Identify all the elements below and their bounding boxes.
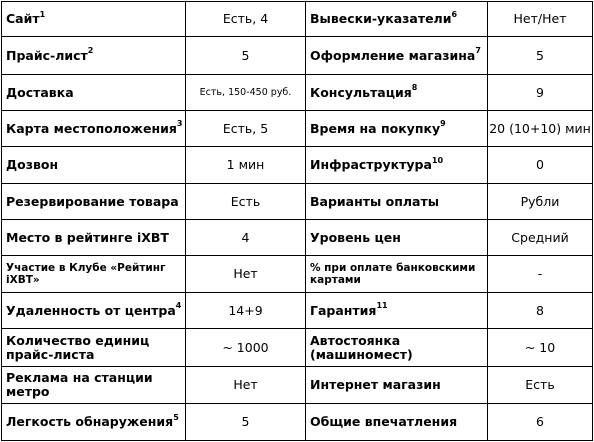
criterion-label: Общие впечатления	[306, 404, 488, 441]
criterion-label: Сайт$^1$	[2, 2, 186, 37]
criterion-value: 14+9	[186, 293, 306, 329]
table-row	[2, 2, 593, 37]
table-row	[2, 75, 593, 111]
criterion-label: Гарантия$^{11}$	[306, 293, 488, 329]
criterion-label: Автостоянка (машиномест)	[306, 329, 488, 367]
footnote-mark: 3	[176, 119, 183, 129]
criterion-value: Есть, 5	[186, 111, 306, 147]
criterion-value: Есть, 150-450 руб.	[186, 75, 306, 111]
criterion-label: Варианты оплаты	[306, 184, 488, 220]
criterion-label: Участие в Клубе «Рейтинг iXBT»	[2, 256, 186, 293]
criterion-value: ~ 1000	[186, 329, 306, 367]
criterion-label: Доставка	[2, 75, 186, 111]
footnote-mark: 4	[175, 301, 182, 311]
criterion-label: Консультация$^8$	[306, 75, 488, 111]
table-row	[2, 329, 593, 367]
footnote-mark: 8	[411, 83, 418, 93]
criterion-value: 5	[488, 37, 593, 75]
table-row	[2, 37, 593, 75]
criterion-value: Рубли	[488, 184, 593, 220]
table-row	[2, 293, 593, 329]
criterion-label: Вывески-указатели$^6$	[306, 2, 488, 37]
criterion-label: Интернет магазин	[306, 367, 488, 404]
criterion-label: Легкость обнаружения$^5$	[2, 404, 186, 441]
footnote-mark: 7	[475, 46, 481, 56]
criterion-label: Время на покупку$^9$	[306, 111, 488, 147]
criterion-value: 20 (10+10) мин	[488, 111, 593, 147]
table-row	[2, 184, 593, 220]
criterion-value: 4	[186, 220, 306, 256]
criterion-label: Инфраструктура$^{10}$	[306, 147, 488, 184]
criterion-value: 1 мин	[186, 147, 306, 184]
criterion-value: ~ 10	[488, 329, 593, 367]
footnote-mark: 1	[39, 9, 46, 19]
footnote-mark: 10	[431, 155, 444, 165]
table-row	[2, 111, 593, 147]
criterion-value: 0	[488, 147, 593, 184]
criterion-label: Место в рейтинге iXBT	[2, 220, 186, 256]
table-row	[2, 404, 593, 441]
criterion-label: Карта местоположения$^3$	[2, 111, 186, 147]
criterion-value: 5	[186, 37, 306, 75]
criterion-value: 5	[186, 404, 306, 441]
criterion-value: 9	[488, 75, 593, 111]
criterion-label: Уровень цен	[306, 220, 488, 256]
criterion-value: Нет	[186, 256, 306, 293]
criterion-label: Дозвон	[2, 147, 186, 184]
criterion-value: Есть	[488, 367, 593, 404]
criterion-value: 8	[488, 293, 593, 329]
criterion-value: Средний	[488, 220, 593, 256]
criterion-label: Резервирование товара	[2, 184, 186, 220]
criterion-label: Оформление магазина$^7$	[306, 37, 488, 75]
footnote-mark: 6	[451, 9, 458, 19]
criterion-label: Количество единиц прайс-листа	[2, 329, 186, 367]
footnote-mark: 5	[173, 412, 179, 422]
criterion-value: Нет/Нет	[488, 2, 593, 37]
criterion-label: Удаленность от центра$^4$	[2, 293, 186, 329]
criterion-label: Прайс-лист$^2$	[2, 37, 186, 75]
criterion-label: % при оплате банковскими картами	[306, 256, 488, 293]
criterion-value: Есть, 4	[186, 2, 306, 37]
table-row	[2, 256, 593, 293]
footnote-mark: 9	[440, 119, 446, 129]
table-row	[2, 367, 593, 404]
table-row	[2, 220, 593, 256]
rating-table	[1, 1, 593, 441]
table-row	[2, 147, 593, 184]
footnote-mark: 11	[376, 301, 388, 311]
criterion-value: Нет	[186, 367, 306, 404]
footnote-mark: 2	[87, 46, 94, 56]
criterion-value: -	[488, 256, 593, 293]
criterion-label: Реклама на станции метро	[2, 367, 186, 404]
criterion-value: Есть	[186, 184, 306, 220]
criterion-value: 6	[488, 404, 593, 441]
